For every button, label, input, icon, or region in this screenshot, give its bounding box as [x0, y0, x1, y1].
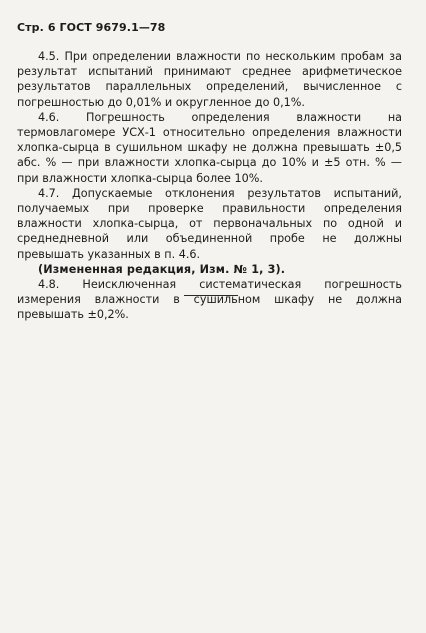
paragraph-4-7: 4.7. Допускаемые отклонения результатов испытаний, получаемых при проверке правильности определения влажности хлопка-сырца, от первоначальных по одной и среднедневной или объединенной пробе не должны превышать указанных в п. 4.6.	[17, 186, 402, 261]
amendment-note: (Измененная редакция, Изм. № 1, 3).	[38, 262, 286, 276]
paragraph-4-5: 4.5. При определении влажности по нескольким пробам за результат испытаний принимают среднее арифметическое результатов параллельных определений, вычисленное с погрешностью до 0,01% и округленное до 0,1%.	[17, 50, 402, 109]
section-divider	[184, 295, 238, 296]
document-body	[17, 49, 402, 323]
page-header: Стр. 6 ГОСТ 9679.1—78	[17, 21, 166, 34]
paragraph-4-8: 4.8. Неисключенная систематическая погрешность измерения влажности в сушильном шкафу не должна превышать ±0,2%.	[17, 278, 402, 322]
paragraph-4-6: 4.6. Погрешность определения влажности на термовлагомере УСХ-1 относительно определения влажности хлопка-сырца в сушильном шкафу не должна превышать ±0,5 абс. % — при влажности хлопка-сырца до 10% и ±5 отн. % — при влажности хлопка-сырца более 10%.	[17, 110, 402, 185]
